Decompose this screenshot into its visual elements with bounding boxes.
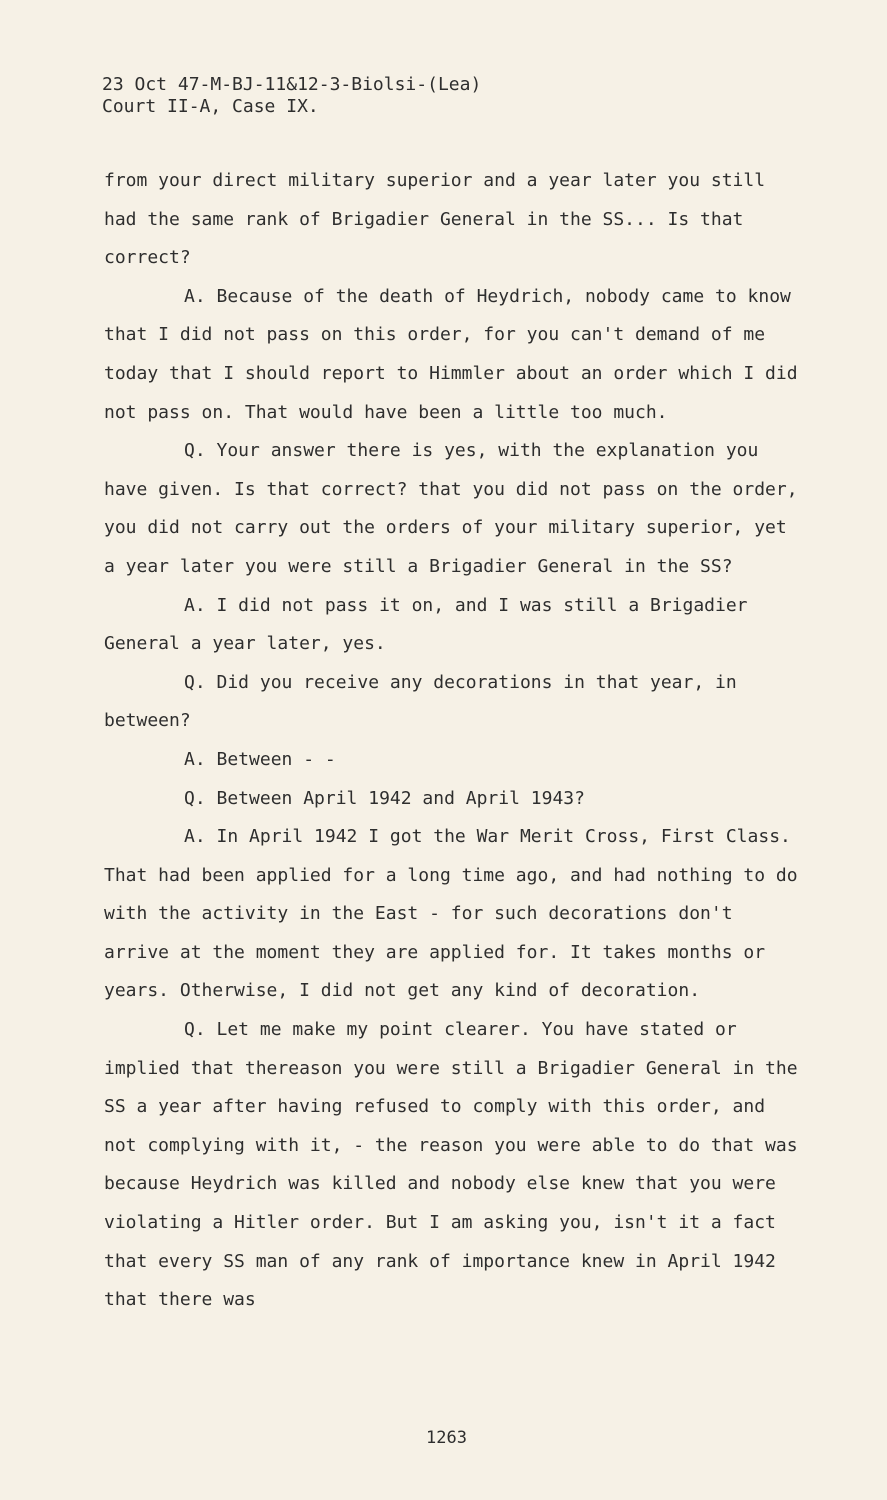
paragraph-continuation: from your direct military superior and a year later you still had the same rank of Brigadier General in the SS... Is that correct? xyxy=(104,170,776,269)
paragraph-question: Q. Between April 1942 and April 1943? xyxy=(184,787,585,809)
paragraph-answer: A. I did not pass it on, and I was still a Brigadier General a year later, yes. xyxy=(104,594,759,655)
paragraph-answer: A. Between - - xyxy=(184,748,336,770)
paragraph-question: Q. Your answer there is yes, with the explanation you have given. Is that correct? that you did not pass on the order, you did not carry out the orders of your military superior, yet a year later you were still a Brigadier General in the SS? xyxy=(104,440,809,577)
header-line-2: Court II-A, Case IX. xyxy=(102,96,319,117)
paragraph-question: Q. Did you receive any decorations in that year, in between? xyxy=(104,671,748,732)
header-line-1: 23 Oct 47-M-BJ-11&12-3-Biolsi-(Lea) xyxy=(102,74,482,95)
document-header xyxy=(102,74,481,118)
paragraph-answer: A. In April 1942 I got the War Merit Cross, First Class. That had been applied for a long time ago, and had nothing to do with the activity in the East - for such decorations don't arrive at the moment they are applied for. It takes months or years. Otherwise, I did not get any kind of decoration. xyxy=(104,826,809,1002)
page-number: 1263 xyxy=(426,1428,467,1448)
paragraph-question: Q. Let me make my point clearer. You have stated or implied that thereason you were still a Brigadier General in the SS a year after having refused to comply with this order, and not complying with it, - the reason you were able to do that was because Heydrich was killed and nobody else knew that you were violating a Hitler order. But I am asking you, isn't it a fact that every SS man of any rank of importance knew in April 1942 that there was xyxy=(104,1019,809,1311)
paragraph-answer: A. Because of the death of Heydrich, nobody came to know that I did not pass on this order, for you can't demand of me today that I should report to Himmler about an order which I did not pass on. That would have been a little too much. xyxy=(104,285,809,423)
transcript-body xyxy=(104,162,809,1320)
